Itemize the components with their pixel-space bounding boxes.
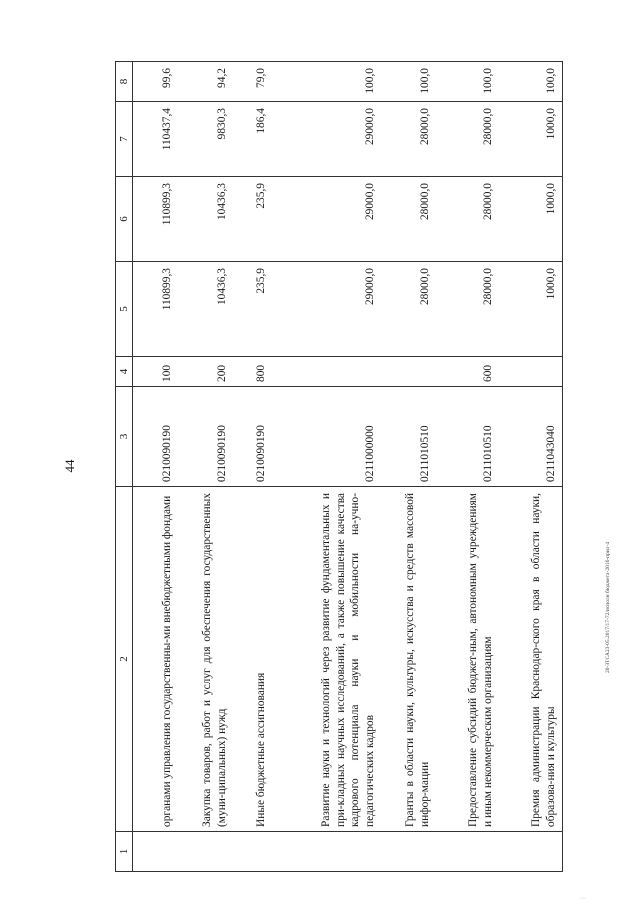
cell-expense-type (272, 357, 381, 387)
cell-target-code: 0211010510 (381, 387, 436, 487)
cell-name: Премия администрации Краснодар-ского края в области науки, образова-ния и культуры (499, 487, 563, 832)
cell-col6: 28000,0 (381, 177, 436, 262)
cell-col8: 94,2 (178, 62, 233, 102)
cell-col5: 110899,3 (133, 262, 179, 357)
table-row (436, 62, 499, 872)
cell-expense-type: 100 (133, 357, 179, 387)
table-row (233, 62, 272, 872)
cell-col8: 100,0 (436, 62, 499, 102)
footer-file-path: 20-ЗТСА23-05.2017/17-72/исполн бюджета-2016-прил-4 (605, 541, 611, 673)
cell-col1 (133, 832, 179, 872)
cell-target-code: 0210090190 (178, 387, 233, 487)
table-row (499, 62, 563, 872)
cell-col5: 28000,0 (381, 262, 436, 357)
cell-col5: 235,9 (233, 262, 272, 357)
cell-expense-type: 600 (436, 357, 499, 387)
col-header-4: 4 (116, 357, 133, 387)
cell-expense-type: 800 (233, 357, 272, 387)
col-header-5: 5 (116, 262, 133, 357)
col-header-6: 6 (116, 177, 133, 262)
cell-name: Иные бюджетные ассигнования (233, 487, 272, 832)
cell-col6: 1000,0 (499, 177, 563, 262)
col-header-8: 8 (116, 62, 133, 102)
table-row (272, 62, 381, 872)
cell-col1 (381, 832, 436, 872)
cell-col8: 100,0 (499, 62, 563, 102)
cell-expense-type (381, 357, 436, 387)
cell-col7: 28000,0 (436, 102, 499, 177)
cell-col5: 28000,0 (436, 262, 499, 357)
col-header-2: 2 (116, 487, 133, 832)
table-row (178, 62, 233, 872)
cell-col8: 99,6 (133, 62, 179, 102)
cell-col6: 28000,0 (436, 177, 499, 262)
cell-col1 (272, 832, 381, 872)
corner-mark: ··· (580, 896, 586, 902)
budget-table-rotated (115, 62, 558, 872)
table-row (133, 62, 179, 872)
cell-col6: 235,9 (233, 177, 272, 262)
cell-col6: 110899,3 (133, 177, 179, 262)
cell-col7: 1000,0 (499, 102, 563, 177)
page-number: 44 (62, 459, 77, 473)
cell-col7: 186,4 (233, 102, 272, 177)
cell-col1 (499, 832, 563, 872)
cell-target-code: 0211000000 (272, 387, 381, 487)
budget-execution-table (115, 61, 563, 872)
col-header-7: 7 (116, 102, 133, 177)
cell-col1 (436, 832, 499, 872)
cell-col1 (233, 832, 272, 872)
cell-col6: 29000,0 (272, 177, 381, 262)
cell-name: Гранты в области науки, культуры, искусства и средств массовой инфор-мации (381, 487, 436, 832)
cell-col5: 10436,3 (178, 262, 233, 357)
cell-col1 (178, 832, 233, 872)
cell-col7: 9830,3 (178, 102, 233, 177)
cell-col5: 29000,0 (272, 262, 381, 357)
table-row (381, 62, 436, 872)
col-header-3: 3 (116, 387, 133, 487)
cell-col6: 10436,3 (178, 177, 233, 262)
cell-col8: 100,0 (381, 62, 436, 102)
cell-col5: 1000,0 (499, 262, 563, 357)
cell-target-code: 0210090190 (233, 387, 272, 487)
cell-col8: 79,0 (233, 62, 272, 102)
cell-target-code: 0210090190 (133, 387, 179, 487)
cell-name: Предоставление субсидий бюджет-ным, автономным учреждениям и иным некоммерческим организациям (436, 487, 499, 832)
cell-name: органами управления государственны-ми внебюджетными фондами (133, 487, 179, 832)
col-header-1: 1 (116, 832, 133, 872)
cell-col7: 110437,4 (133, 102, 179, 177)
cell-expense-type (499, 357, 563, 387)
cell-target-code: 0211043040 (499, 387, 563, 487)
cell-name: Закупка товаров, работ и услуг для обеспечения государственных (муни-ципальных) нужд (178, 487, 233, 832)
cell-expense-type: 200 (178, 357, 233, 387)
cell-name: Развитие науки и технологий через развитие фундаментальных и при-кладных научных исследований, а также повышение качества кадрового потенциала науки и мобильности на-учно-педагогических кадров (272, 487, 381, 832)
cell-col7: 28000,0 (381, 102, 436, 177)
cell-col8: 100,0 (272, 62, 381, 102)
cell-target-code: 0211010510 (436, 387, 499, 487)
cell-col7: 29000,0 (272, 102, 381, 177)
table-header-row (116, 62, 133, 872)
